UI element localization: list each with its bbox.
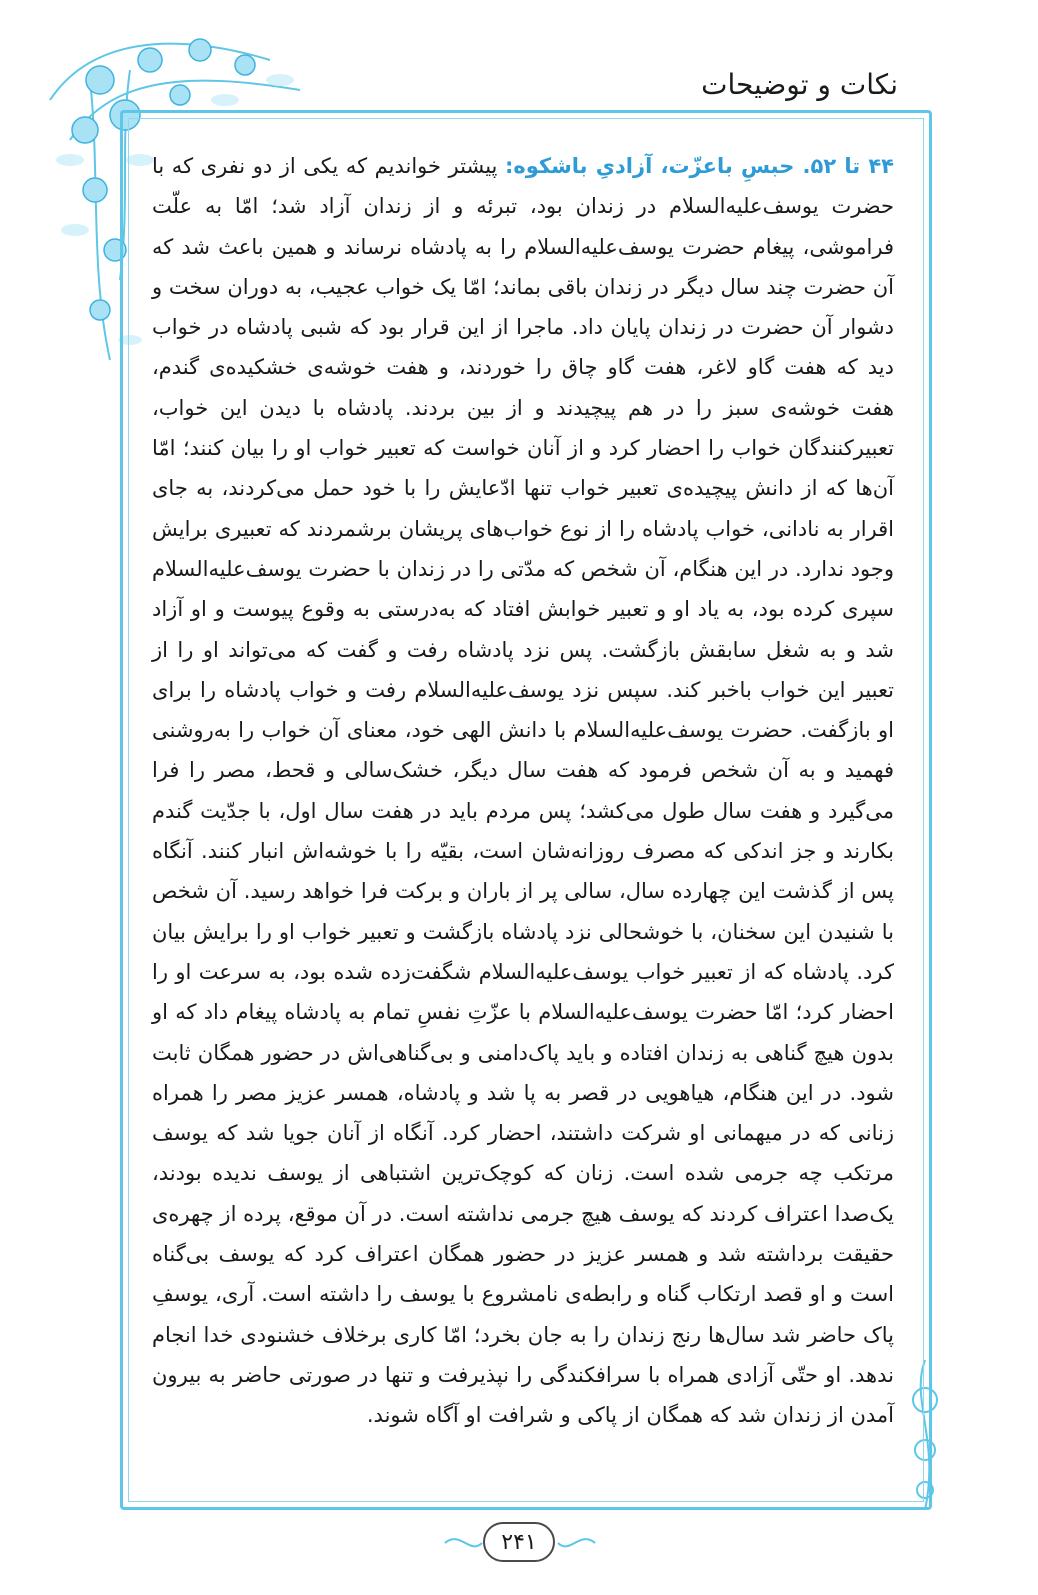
page-number: ۲۴۱ (483, 1522, 555, 1562)
paragraph-lead: ۴۴ تا ۵۲. حبسِ باعزّت، آزادیِ باشکوه: (504, 154, 894, 178)
paragraph-text: پیشتر خواندیم که یکی از دو نفری که با حضرت یوسف‌علیه‌السلام در زندان بود، تبرئه و از زندان آزاد شد؛ امّا به علّت فراموشی، پیغام حضرت یوسف‌علیه‌السلام را به پادشاه نرساند و همین باعث شد که آن حضرت چند سال دیگر در زندان باقی بماند؛ امّا یک خواب عجیب، به دوران سخت و دشوار آن حضرت در زندان پایان داد. ماجرا از این قرار بود که شبی پادشاه در خواب دید که هفت گاو لاغر، هفت گاو چاق را خوردند، و هفت خوشه‌ی خشکیده‌ی گندم، هفت خوشه‌ی سبز را در هم پیچیدند و از بین بردند. پادشاه با دیدن این خواب، تعبیرکنندگان خواب را احضار کرد و از آنان خواست که تعبیر خواب او را بیان کنند؛ امّا آن‌ها که از دانش پیچیده‌ی تعبیر خواب تنها ادّعایش را با خود حمل می‌کردند، به جای اقرار به نادانی، خواب پادشاه را از نوع خواب‌های پریشان برشمردند که تعبیری برایش وجود ندارد. در این هنگام، آن شخص که مدّتی را در زندان با حضرت یوسف‌علیه‌السلام سپری کرده بود، به یاد او و تعبیر خوابش افتاد که به‌درستی به وقوع پیوست و او آزاد شد و به شغل سابقش بازگشت. پس نزد پادشاه رفت و گفت که می‌تواند او را از تعبیر این خواب باخبر کند. سپس نزد یوسف‌علیه‌السلام رفت و خواب پادشاه را برای او بازگفت. حضرت یوسف‌علیه‌السلام با دانش الهی خود، معنای آن خواب را به‌روشنی فهمید و به آن شخص فرمود که هفت سال دیگر، خشک‌سالی و قحط، مصر را فرا می‌گیرد و هفت سال طول می‌کشد؛ پس مردم باید در هفت سال اول، با جدّیت گندم بکارند و جز اندکی که مصرف روزانه‌شان است، بقیّه را با خوشه‌اش انبار کنند. آنگاه پس از گذشت این چهارده سال، سالی پر از باران و برکت فرا خواهد رسید. آن شخص با شنیدن این سخنان، با خوشحالی نزد پادشاه بازگشت و تعبیر خواب او را برایش بیان کرد. پادشاه که از تعبیر خواب یوسف‌علیه‌السلام شگفت‌زده شده بود، به سرعت او را احضار کرد؛ امّا حضرت یوسف‌علیه‌السلام با عزّتِ نفسِ تمام به پادشاه پیغام داد که او بدون هیچ گناهی به زندان افتاده و باید پاک‌دامنی و بی‌گناهی‌اش در حضور همگان ثابت شود. در این هنگام، هیاهویی در قصر به پا شد و پادشاه، همسر عزیز مصر را همراه زنانی که در میهمانی او شرکت داشتند، احضار کرد. آنگاه از آنان جویا شد که یوسف مرتکب چه جرمی شده است. زنان که کوچک‌ترین اشتباهی از یوسف ندیده بودند، یک‌صدا اعتراف کردند که یوسف هیچ جرمی نداشته است. در آن موقع، پرده از چهره‌ی حقیقت برداشته شد و همسر عزیز در حضور همگان اعتراف کرد که یوسف بی‌گناه است و او قصد ارتکاب گناه و رابطه‌ی نامشروع با یوسف را داشته است. آری، یوسفِ پاک حاضر شد سال‌ها رنج زندان را به جان بخرد؛ امّا کاری برخلاف خشنودی خدا انجام ندهد. او حتّی آزادی همراه با سرافکندگی را نپذیرفت و تنها در صورتی حاضر به بیرون آمدن از زندان شد که همگان از پاکی و شرافت او آگاه شوند. (152, 154, 894, 1428)
section-title: نکات و توضیحات (701, 68, 898, 101)
body-paragraph (152, 146, 894, 1436)
